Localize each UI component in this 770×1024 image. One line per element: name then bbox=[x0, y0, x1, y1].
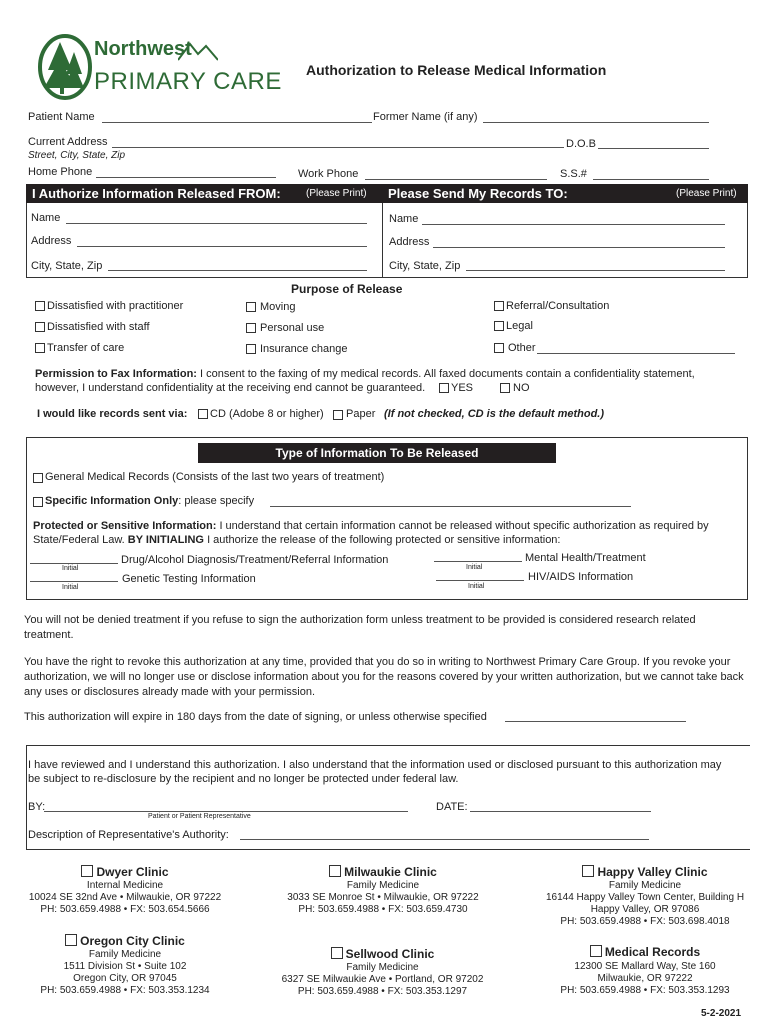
home-phone-label: Home Phone bbox=[28, 166, 93, 178]
clinic-phone: PH: 503.659.4988 • FX: 503.654.5666 bbox=[40, 904, 210, 915]
clinic-dwyer bbox=[20, 865, 230, 916]
clinic-name-row bbox=[20, 934, 230, 949]
initial-caption: Initial bbox=[62, 565, 79, 572]
fax-no-checkbox[interactable] bbox=[500, 383, 510, 393]
specific-info-label: Specific Information Only bbox=[45, 495, 179, 507]
clinic-name: Medical Records bbox=[604, 945, 701, 959]
fax-yes-checkbox[interactable] bbox=[439, 383, 449, 393]
purpose-heading: Purpose of Release bbox=[291, 282, 403, 296]
to-header-bar bbox=[382, 184, 748, 203]
from-name-label: Name bbox=[31, 212, 61, 224]
former-name-line[interactable] bbox=[483, 122, 709, 123]
purpose-checkbox-personal-use[interactable] bbox=[246, 323, 256, 333]
purpose-label: Insurance change bbox=[260, 343, 348, 355]
from-city-line[interactable] bbox=[108, 270, 367, 271]
initial-caption: Initial bbox=[466, 564, 483, 571]
clinic-medical-records bbox=[530, 945, 760, 997]
clinic-name: Sellwood Clinic bbox=[345, 947, 435, 961]
clinic-phone: PH: 503.659.4988 • FX: 503.353.1234 bbox=[40, 985, 210, 996]
clinic-name: Happy Valley Clinic bbox=[597, 865, 708, 879]
clinic-address-2: Oregon City, OR 97045 bbox=[73, 973, 177, 984]
clinic-type: Family Medicine bbox=[346, 880, 420, 891]
current-address-line[interactable] bbox=[112, 147, 564, 148]
purpose-label: Dissatisfied with practitioner bbox=[47, 300, 184, 312]
dob-line[interactable] bbox=[598, 148, 709, 149]
clinic-checkbox[interactable] bbox=[331, 947, 343, 959]
purpose-label: Other bbox=[508, 342, 536, 354]
clinic-happy-valley bbox=[530, 865, 760, 928]
purpose-checkbox-transfer-care[interactable] bbox=[35, 343, 45, 353]
from-city-label: City, State, Zip bbox=[31, 260, 103, 272]
to-name-label: Name bbox=[389, 213, 419, 225]
clinic-address: 12300 SE Mallard Way, Ste 160 bbox=[574, 961, 716, 972]
mental-label: Mental Health/Treatment bbox=[525, 552, 646, 564]
clinic-address: 10024 SE 32nd Ave • Milwaukie, OR 97222 bbox=[28, 892, 222, 903]
by-caption: Patient or Patient Representative bbox=[148, 813, 251, 820]
protected-text-1: I understand that certain information cannot be released without specific authorization as required by bbox=[219, 520, 709, 532]
from-name-line[interactable] bbox=[66, 223, 367, 224]
to-print-note: (Please Print) bbox=[676, 188, 737, 199]
patient-name-label: Patient Name bbox=[28, 111, 95, 123]
purpose-label: Referral/Consultation bbox=[506, 300, 610, 312]
dob-label: D.O.B bbox=[566, 138, 596, 150]
version-date: 5-2-2021 bbox=[701, 1008, 742, 1019]
clinic-address: 16144 Happy Valley Town Center, Building H bbox=[545, 892, 745, 903]
initial-caption: Initial bbox=[62, 584, 79, 591]
sent-via-cd-label: CD (Adobe 8 or higher) bbox=[210, 408, 324, 420]
clinic-checkbox[interactable] bbox=[65, 934, 77, 946]
clinic-phone: PH: 503.659.4988 • FX: 503.353.1297 bbox=[297, 986, 468, 997]
purpose-label: Moving bbox=[260, 301, 296, 313]
clinic-address: 1511 Division St • Suite 102 bbox=[63, 961, 187, 972]
genetic-initial-line[interactable] bbox=[30, 581, 118, 582]
from-heading: I Authorize Information Released FROM: bbox=[32, 186, 281, 201]
patient-name-line[interactable] bbox=[102, 122, 372, 123]
purpose-checkbox-other[interactable] bbox=[494, 343, 504, 353]
fax-line-1 bbox=[35, 368, 695, 380]
specific-info-row bbox=[45, 495, 254, 507]
expire-line[interactable] bbox=[505, 721, 686, 722]
clinic-type: Family Medicine bbox=[346, 962, 419, 973]
by-line[interactable] bbox=[44, 811, 408, 812]
clinic-address: 6327 SE Milwaukie Ave • Portland, OR 97202 bbox=[281, 974, 484, 985]
address-hint: Street, City, State, Zip bbox=[28, 150, 126, 161]
info-type-heading: Type of Information To Be Released bbox=[275, 446, 479, 460]
clinic-name-row bbox=[278, 865, 488, 880]
clinic-checkbox[interactable] bbox=[582, 865, 594, 877]
fax-text-1: I consent to the faxing of my medical records. All faxed documents contain a confidentiality statement, bbox=[200, 368, 695, 380]
by-label: BY: bbox=[28, 801, 46, 813]
from-to-divider bbox=[382, 203, 383, 278]
drug-initial-line[interactable] bbox=[30, 563, 118, 564]
clinic-name-row bbox=[530, 865, 760, 880]
work-phone-label: Work Phone bbox=[298, 168, 359, 180]
clinic-name: Milwaukie Clinic bbox=[344, 865, 437, 879]
purpose-checkbox-referral[interactable] bbox=[494, 301, 504, 311]
work-phone-line[interactable] bbox=[365, 179, 547, 180]
page-title: Authorization to Release Medical Information bbox=[306, 62, 607, 78]
clinic-name: Oregon City Clinic bbox=[80, 934, 185, 948]
protected-text-2c: I authorize the release of the following protected or sensitive information: bbox=[207, 534, 561, 546]
purpose-label: Personal use bbox=[260, 322, 325, 334]
general-records-label: General Medical Records (Consists of the last two years of treatment) bbox=[45, 471, 385, 483]
specific-info-checkbox[interactable] bbox=[33, 497, 43, 507]
sent-via-note: (If not checked, CD is the default method.) bbox=[384, 408, 605, 420]
clinic-sellwood bbox=[270, 947, 495, 998]
hiv-label: HIV/AIDS Information bbox=[528, 571, 634, 583]
fax-yes-label: YES bbox=[451, 382, 474, 394]
from-print-note: (Please Print) bbox=[306, 188, 367, 199]
logo-text-primary-care: PRIMARY CARE bbox=[94, 68, 282, 95]
home-phone-line[interactable] bbox=[96, 177, 276, 178]
from-address-label: Address bbox=[31, 235, 72, 247]
to-city-line[interactable] bbox=[466, 270, 725, 271]
purpose-other-line[interactable] bbox=[537, 353, 735, 354]
purpose-checkbox-insurance-change[interactable] bbox=[246, 344, 256, 354]
date-line[interactable] bbox=[470, 811, 651, 812]
notice-treatment: You will not be denied treatment if you refuse to sign the authorization form unless treatment to be provided is considered research related treatment. bbox=[24, 614, 696, 641]
clinic-milwaukie bbox=[278, 865, 488, 916]
fax-label: Permission to Fax Information: bbox=[35, 368, 197, 380]
clinic-phone: PH: 503.659.4988 • FX: 503.698.4018 bbox=[560, 916, 730, 927]
clinic-type: Family Medicine bbox=[608, 880, 682, 891]
notice-expire: This authorization will expire in 180 days from the date of signing, or unless otherwise specified bbox=[24, 711, 487, 723]
fax-text-2: however, I understand confidentiality at the receiving end cannot be guaranteed. bbox=[35, 382, 426, 394]
sent-via-paper-label: Paper bbox=[346, 408, 376, 420]
sent-via-cd-checkbox[interactable] bbox=[198, 409, 208, 419]
to-heading: Please Send My Records TO: bbox=[388, 186, 568, 201]
protected-line-1 bbox=[33, 520, 709, 532]
clinic-name-row bbox=[530, 945, 760, 960]
to-address-label: Address bbox=[389, 236, 430, 248]
sent-via-label: I would like records sent via: bbox=[37, 408, 188, 420]
purpose-checkbox-moving[interactable] bbox=[246, 302, 256, 312]
clinic-checkbox[interactable] bbox=[81, 865, 93, 877]
tree-logo-icon bbox=[38, 34, 94, 100]
clinic-checkbox[interactable] bbox=[590, 945, 602, 957]
protected-line-2 bbox=[33, 534, 560, 546]
clinic-address-2: Milwaukie, OR 97222 bbox=[597, 973, 693, 984]
purpose-label: Legal bbox=[506, 320, 533, 332]
rep-authority-label: Description of Representative's Authority: bbox=[28, 829, 229, 841]
date-label: DATE: bbox=[436, 801, 468, 813]
from-header-bar bbox=[26, 184, 382, 203]
clinic-name-row bbox=[270, 947, 495, 962]
clinic-checkbox[interactable] bbox=[329, 865, 341, 877]
purpose-label: Transfer of care bbox=[47, 342, 125, 354]
former-name-label: Former Name (if any) bbox=[373, 111, 478, 123]
ssn-line[interactable] bbox=[593, 179, 709, 180]
signature-text-2: be subject to re-disclosure by the recipient and no longer be protected under federal law. bbox=[28, 773, 459, 785]
mental-initial-line[interactable] bbox=[434, 561, 522, 562]
hiv-initial-line[interactable] bbox=[436, 580, 524, 581]
specific-info-line[interactable] bbox=[270, 506, 631, 507]
mountain-icon bbox=[178, 40, 218, 62]
clinic-type: Family Medicine bbox=[88, 949, 162, 960]
logo bbox=[38, 34, 282, 100]
protected-text-2b: BY INITIALING bbox=[127, 534, 204, 546]
clinic-phone: PH: 503.659.4988 • FX: 503.659.4730 bbox=[298, 904, 468, 915]
clinic-name-row bbox=[20, 865, 230, 880]
ssn-label: S.S.# bbox=[560, 168, 587, 180]
clinic-oregon-city bbox=[20, 934, 230, 997]
rep-authority-line[interactable] bbox=[240, 839, 649, 840]
purpose-label: Dissatisfied with staff bbox=[47, 321, 150, 333]
to-address-line[interactable] bbox=[433, 247, 725, 248]
clinic-phone: PH: 503.659.4988 • FX: 503.353.1293 bbox=[560, 985, 730, 996]
logo-text-northwest: Northwest bbox=[94, 38, 192, 60]
signature-text-1: I have reviewed and I understand this authorization. I also understand that the information used or disclosed pursuant to this authorization may bbox=[28, 759, 722, 771]
notice-revoke: You have the right to revoke this authorization at any time, provided that you do so in writing to Northwest Primary Care Group. If you revoke your authorization, we will no longer use or disclose information about you for the reasons covered by your written authorization, but we cannot take back any uses or disclosures already made with your permission. bbox=[24, 656, 744, 698]
clinic-type: Internal Medicine bbox=[86, 880, 164, 891]
initial-caption: Initial bbox=[468, 583, 485, 590]
clinic-name: Dwyer Clinic bbox=[96, 865, 169, 879]
protected-text-2a: State/Federal Law. bbox=[33, 534, 125, 546]
info-type-header-bar bbox=[198, 443, 556, 463]
general-records-checkbox[interactable] bbox=[33, 473, 43, 483]
purpose-checkbox-legal[interactable] bbox=[494, 321, 504, 331]
purpose-checkbox-dissatisfied-staff[interactable] bbox=[35, 322, 45, 332]
fax-no-label: NO bbox=[513, 382, 530, 394]
to-city-label: City, State, Zip bbox=[389, 260, 461, 272]
purpose-checkbox-dissatisfied-practitioner[interactable] bbox=[35, 301, 45, 311]
drug-label: Drug/Alcohol Diagnosis/Treatment/Referral Information bbox=[121, 554, 389, 566]
specific-info-rest: : please specify bbox=[178, 495, 255, 507]
clinic-address: 3033 SE Monroe St • Milwaukie, OR 97222 bbox=[287, 892, 479, 903]
to-name-line[interactable] bbox=[422, 224, 725, 225]
sent-via-paper-checkbox[interactable] bbox=[333, 410, 343, 420]
protected-label: Protected or Sensitive Information: bbox=[33, 520, 217, 532]
from-address-line[interactable] bbox=[77, 246, 367, 247]
genetic-label: Genetic Testing Information bbox=[122, 573, 256, 585]
clinic-address-2: Happy Valley, OR 97086 bbox=[590, 904, 700, 915]
current-address-label: Current Address bbox=[28, 136, 108, 148]
